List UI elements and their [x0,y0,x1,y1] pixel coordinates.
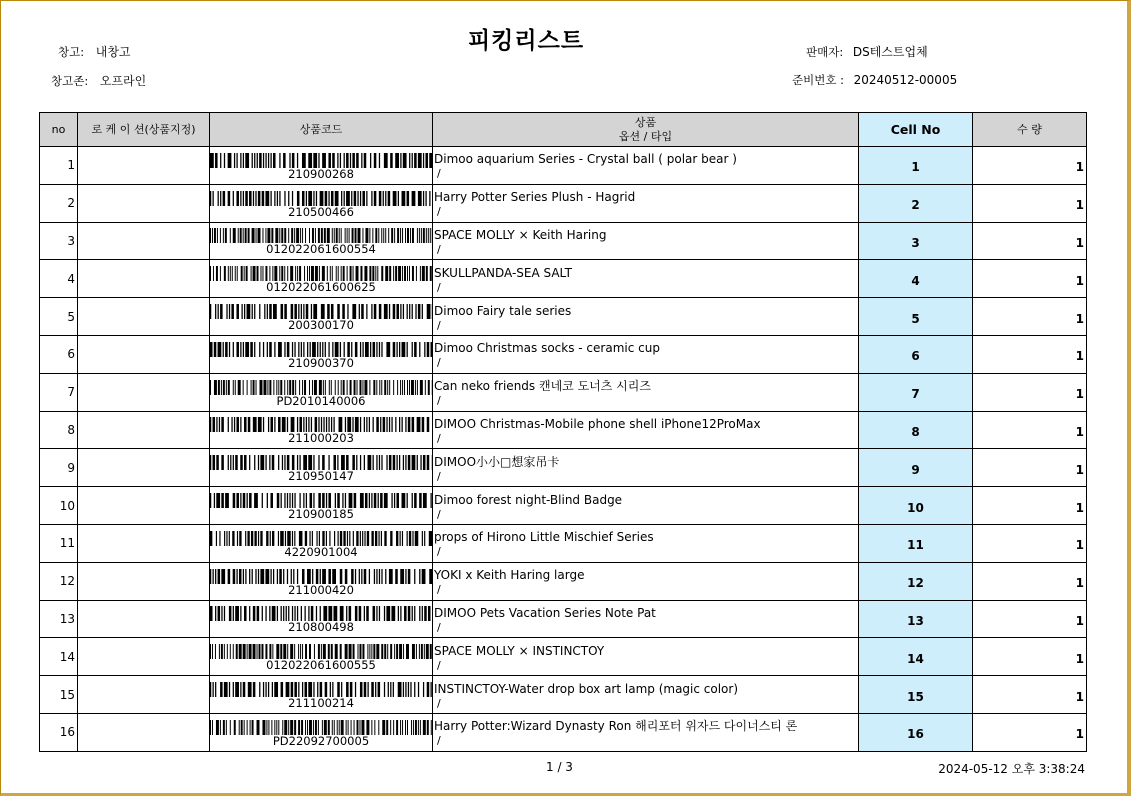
row-cell-no: 8 [859,411,973,449]
print-datetime: 2024-05-12 오후 3:38:24 [938,762,1085,776]
product-code-text: PD22092700005 [272,733,370,748]
barcode-graphic [210,380,433,395]
row-location [78,298,210,336]
table-row [40,411,1087,449]
barcode-graphic [210,266,433,281]
row-number: 3 [40,222,78,260]
seller-label: 판매자: [806,45,844,59]
picking-table [39,112,1087,752]
row-number: 7 [40,373,78,411]
row-number: 16 [40,713,78,751]
product-option: / [437,242,441,256]
row-quantity: 1 [973,524,1087,562]
row-number: 5 [40,298,78,336]
row-product-code [210,487,433,525]
col-header-no: no [40,113,78,147]
product-option: / [437,205,441,219]
product-name: Dimoo forest night-Blind Badge [434,492,623,507]
row-quantity: 1 [973,298,1087,336]
product-option: / [437,507,441,521]
table-row [40,184,1087,222]
row-cell-no: 16 [859,713,973,751]
row-product-code [210,524,433,562]
page-title: 피킹리스트 [467,28,585,54]
row-quantity: 1 [973,373,1087,411]
product-option: / [437,318,441,332]
barcode-graphic [210,417,433,432]
barcode-graphic [210,455,433,470]
product-name: DIMOO Christmas-Mobile phone shell iPhone12ProMax [434,416,761,431]
row-product [433,676,859,714]
table-row [40,524,1087,562]
row-product [433,184,859,222]
product-code-text: 210500466 [288,204,354,219]
row-product-code [210,373,433,411]
barcode-graphic [210,644,433,659]
product-name: props of Hirono Little Mischief Series [434,530,654,545]
barcode-graphic [210,569,433,584]
barcode-graphic [210,493,433,508]
prep-number-value: 20240512-00005 [853,73,958,87]
row-product [433,222,859,260]
row-product [433,524,859,562]
row-location [78,373,210,411]
row-quantity: 1 [973,676,1087,714]
table-header-row [40,113,1087,147]
product-option: / [437,545,441,559]
row-product-code [210,411,433,449]
row-quantity: 1 [973,222,1087,260]
product-name: DIMOO Pets Vacation Series Note Pat [434,605,656,620]
warehouse-label: 창고: [58,45,85,59]
row-product-code [210,335,433,373]
product-code-text: 210900370 [288,355,354,370]
row-cell-no: 15 [859,676,973,714]
product-name: YOKI x Keith Haring large [434,568,585,583]
prep-number-label: 준비번호 : [792,73,844,87]
row-number: 1 [40,147,78,185]
row-quantity: 1 [973,562,1087,600]
product-option: / [437,696,441,710]
row-cell-no: 4 [859,260,973,298]
row-number: 6 [40,335,78,373]
row-number: 13 [40,600,78,638]
row-quantity: 1 [973,147,1087,185]
row-cell-no: 9 [859,449,973,487]
product-code-text: 210950147 [288,469,354,484]
product-option: / [437,280,441,294]
row-product-code [210,676,433,714]
row-quantity: 1 [973,449,1087,487]
row-cell-no: 14 [859,638,973,676]
row-number: 14 [40,638,78,676]
row-quantity: 1 [973,600,1087,638]
table-row [40,487,1087,525]
product-code-text: 210900268 [288,166,354,181]
row-cell-no: 11 [859,524,973,562]
product-name: Dimoo Fairy tale series [434,303,572,318]
row-quantity: 1 [973,638,1087,676]
product-code-text: 200300170 [288,318,354,333]
col-header-cell-no: Cell No [859,113,973,147]
barcode-graphic [210,606,433,621]
row-product-code [210,147,433,185]
product-code-text: 012022061600554 [266,242,376,257]
row-number: 8 [40,411,78,449]
row-product-code [210,449,433,487]
product-name: INSTINCTOY-Water drop box art lamp (magic color) [434,681,739,696]
barcode-graphic [210,682,433,697]
row-location [78,184,210,222]
row-location [78,676,210,714]
row-location [78,335,210,373]
row-location [78,147,210,185]
warehouse-field [58,43,131,60]
row-product [433,373,859,411]
product-name: SKULLPANDA-SEA SALT [434,265,572,280]
row-number: 2 [40,184,78,222]
row-product [433,600,859,638]
table-row [40,449,1087,487]
row-location [78,562,210,600]
table-row [40,600,1087,638]
row-quantity: 1 [973,184,1087,222]
row-product-code [210,260,433,298]
table-row [40,298,1087,336]
row-cell-no: 2 [859,184,973,222]
row-quantity: 1 [973,411,1087,449]
product-name: Harry Potter:Wizard Dynasty Ron 해리포터 위자드 다이너스티 론 [434,719,798,734]
row-product [433,260,859,298]
prep-number-field [792,72,957,88]
table-row [40,260,1087,298]
row-location [78,260,210,298]
page-number: 1 / 3 [546,760,573,774]
col-header-location: 로 케 이 션(상품지정) [78,113,210,147]
row-product [433,449,859,487]
row-product [433,298,859,336]
seller-value: DS테스트업체 [852,45,928,59]
row-number: 9 [40,449,78,487]
row-number: 12 [40,562,78,600]
row-number: 11 [40,524,78,562]
product-option: / [437,583,441,597]
barcode-graphic [210,153,433,168]
row-product [433,411,859,449]
barcode-graphic [210,228,433,243]
row-location [78,600,210,638]
product-code-text: 012022061600555 [266,658,376,673]
barcode-graphic [210,304,433,319]
product-option: / [437,658,441,672]
product-name: DIMOO小小□想家吊卡 [434,454,560,469]
row-product [433,562,859,600]
row-product [433,147,859,185]
product-code-text: 012022061600625 [266,280,376,295]
row-quantity: 1 [973,260,1087,298]
product-name: Dimoo Christmas socks - ceramic cup [434,341,660,356]
product-code-text: 210900185 [288,507,354,522]
row-product-code [210,184,433,222]
product-name: Can neko friends 캔네코 도너츠 시리즈 [434,379,651,394]
table-row [40,335,1087,373]
row-quantity: 1 [973,713,1087,751]
row-product-code [210,298,433,336]
product-option: / [437,167,441,181]
zone-label: 창고존: [51,74,89,88]
table-row [40,638,1087,676]
product-code-text: 211100214 [288,696,354,711]
barcode-graphic [210,342,433,357]
row-location [78,638,210,676]
barcode-graphic [210,191,433,206]
row-location [78,524,210,562]
warehouse-value: 내창고 [95,45,131,59]
product-name: Harry Potter Series Plush - Hagrid [434,190,636,205]
row-product-code [210,222,433,260]
barcode-graphic [210,720,433,735]
row-product-code [210,638,433,676]
product-option: / [437,356,441,370]
table-row [40,147,1087,185]
row-location [78,222,210,260]
col-header-product-line2: 옵션 / 타입 [618,129,673,143]
barcode-graphic [210,531,433,546]
row-quantity: 1 [973,335,1087,373]
product-code-text: 4220901004 [284,544,358,559]
row-product [433,713,859,751]
row-product-code [210,562,433,600]
row-product [433,638,859,676]
product-code-text: PD2010140006 [276,393,366,408]
table-row [40,676,1087,714]
row-number: 4 [40,260,78,298]
product-option: / [437,620,441,634]
row-cell-no: 6 [859,335,973,373]
row-location [78,449,210,487]
zone-field [51,72,146,89]
row-location [78,487,210,525]
col-header-product [433,113,859,147]
row-cell-no: 3 [859,222,973,260]
product-option: / [437,394,441,408]
product-code-text: 210800498 [288,620,354,635]
row-location [78,411,210,449]
product-option: / [437,431,441,445]
product-code-text: 211000203 [288,431,354,446]
table-row [40,713,1087,751]
row-quantity: 1 [973,487,1087,525]
row-cell-no: 10 [859,487,973,525]
table-row [40,562,1087,600]
col-header-product-line1: 상품 [634,115,657,129]
product-code-text: 211000420 [288,582,354,597]
product-name: SPACE MOLLY × INSTINCTOY [434,643,605,658]
row-number: 15 [40,676,78,714]
row-cell-no: 13 [859,600,973,638]
row-product [433,335,859,373]
row-product-code [210,600,433,638]
row-number: 10 [40,487,78,525]
row-cell-no: 1 [859,147,973,185]
col-header-qty: 수 량 [973,113,1087,147]
col-header-code: 상품코드 [210,113,433,147]
row-location [78,713,210,751]
product-option: / [437,469,441,483]
table-row [40,222,1087,260]
zone-value: 오프라인 [99,74,147,88]
product-option: / [437,734,441,748]
row-cell-no: 7 [859,373,973,411]
row-product-code [210,713,433,751]
product-name: Dimoo aquarium Series - Crystal ball ( polar bear ) [434,152,737,167]
seller-field [806,43,928,60]
product-name: SPACE MOLLY × Keith Haring [434,227,607,242]
row-cell-no: 5 [859,298,973,336]
row-cell-no: 12 [859,562,973,600]
row-product [433,487,859,525]
table-row [40,373,1087,411]
